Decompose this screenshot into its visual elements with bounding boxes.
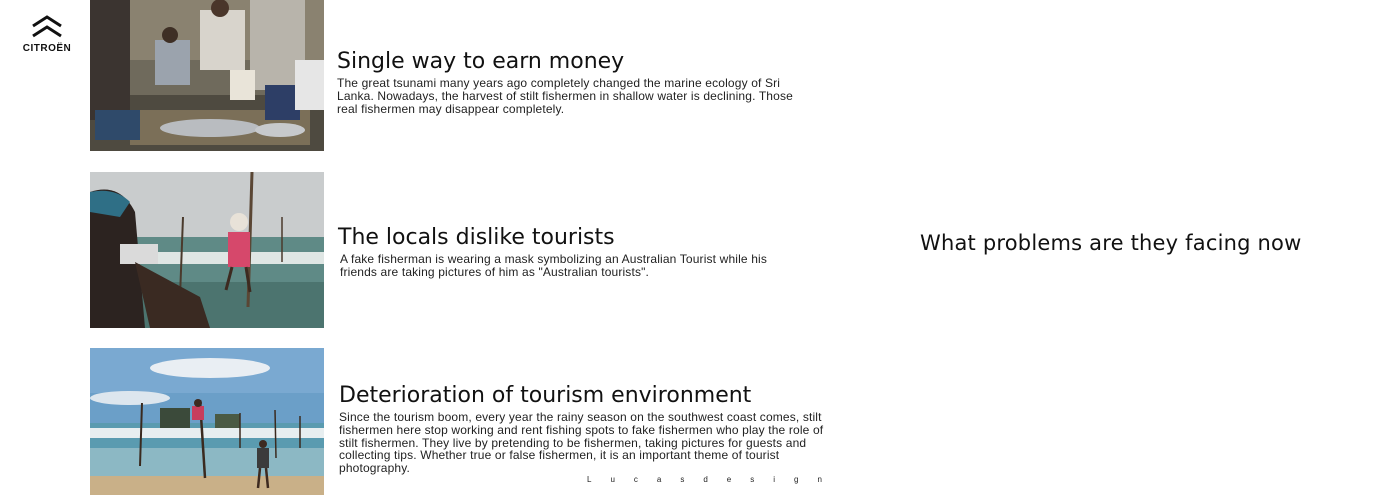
section-locals-dislike-tourists: [338, 225, 798, 279]
section-tourism-environment: [339, 383, 839, 475]
section-title: Deterioration of tourism environment: [339, 383, 752, 408]
fish-market-photo: [90, 0, 324, 151]
side-heading: What problems are they facing now: [920, 231, 1302, 255]
masked-stilt-fisherman-photo: [90, 172, 324, 328]
section-body: A fake fisherman is wearing a mask symbolizing an Australian Tourist while his friends are taking pictures of him as "Australian tourists".: [340, 252, 768, 279]
double-chevron-icon: [29, 12, 65, 42]
section-body: Since the tourism boom, every year the rainy season on the southwest coast comes, stilt fishermen here stop working and rent fishing spots to fake fishermen who play the role of stilt fishermen. They live by pretending to be fishermen, taking pictures for guests and collecting tips. Whether true or false fishermen, it is an important theme of tourist photography.: [339, 410, 824, 476]
section-title: Single way to earn money: [337, 49, 625, 74]
stilt-fishermen-beach-photo: [90, 348, 324, 495]
citroen-logo: [16, 12, 78, 54]
logo-text: CITROËN: [22, 43, 72, 54]
section-earn-money: [337, 49, 817, 115]
section-body: The great tsunami many years ago completely changed the marine ecology of Sri Lanka. Nowadays, the harvest of stilt fishermen in shallow water is declining. Those real fishermen may disappear completely.: [337, 76, 793, 116]
section-title: The locals dislike tourists: [338, 225, 615, 250]
designer-signature: Lucasdesign: [587, 475, 841, 484]
